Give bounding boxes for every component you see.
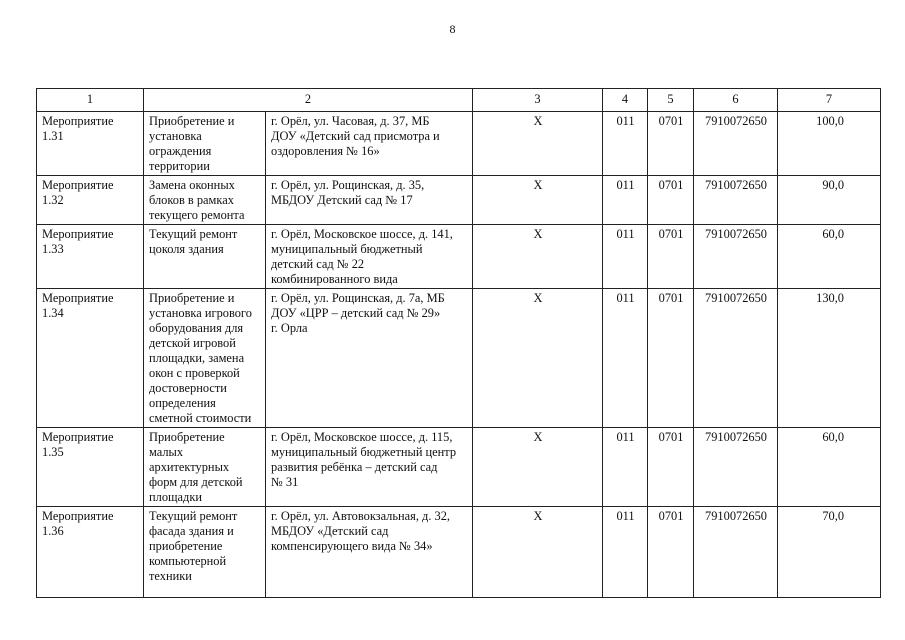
cell-col6: 7910072650 [694,225,778,289]
cell-address: г. Орёл, ул. Рощинская, д. 7а, МБ ДОУ «ЦРР – детский сад № 29» г. Орла [266,289,473,428]
cell-col3: X [473,112,603,176]
cell-name: Приобретение малых архитектурных форм для детской площадки [144,428,266,507]
cell-name: Замена оконных блоков в рамках текущего ремонта [144,176,266,225]
table-row [37,428,881,507]
header-col-2: 2 [144,89,473,112]
cell-col7: 60,0 [778,225,881,289]
cell-col4: 011 [603,289,648,428]
cell-col7: 100,0 [778,112,881,176]
cell-col7: 70,0 [778,507,881,598]
cell-col5: 0701 [648,289,694,428]
cell-col4: 011 [603,112,648,176]
cell-col6: 7910072650 [694,112,778,176]
table-row [37,289,881,428]
cell-event: Мероприятие 1.33 [37,225,144,289]
cell-col3: X [473,176,603,225]
table-row [37,176,881,225]
cell-col7: 60,0 [778,428,881,507]
cell-col3: X [473,507,603,598]
cell-col3: X [473,289,603,428]
table-row [37,507,881,598]
cell-col4: 011 [603,176,648,225]
cell-col7: 130,0 [778,289,881,428]
header-col-6: 6 [694,89,778,112]
cell-address: г. Орёл, ул. Рощинская, д. 35, МБДОУ Детский сад № 17 [266,176,473,225]
table-header-row [37,89,881,112]
cell-event: Мероприятие 1.36 [37,507,144,598]
header-col-7: 7 [778,89,881,112]
cell-event: Мероприятие 1.35 [37,428,144,507]
cell-name: Текущий ремонт цоколя здания [144,225,266,289]
cell-event: Мероприятие 1.34 [37,289,144,428]
cell-col4: 011 [603,428,648,507]
cell-col6: 7910072650 [694,289,778,428]
table-row [37,112,881,176]
cell-name: Приобретение и установка игрового оборудования для детской игровой площадки, замена окон с проверкой достоверности определения сметной стоимости [144,289,266,428]
cell-col3: X [473,428,603,507]
cell-name: Приобретение и установка ограждения территории [144,112,266,176]
cell-col5: 0701 [648,176,694,225]
cell-col6: 7910072650 [694,428,778,507]
cell-address: г. Орёл, Московское шоссе, д. 115, муниципальный бюджетный центр развития ребёнка – детский сад № 31 [266,428,473,507]
budget-table [36,88,881,598]
header-col-4: 4 [603,89,648,112]
cell-event: Мероприятие 1.31 [37,112,144,176]
cell-address: г. Орёл, ул. Автовокзальная, д. 32, МБДОУ «Детский сад компенсирующего вида № 34» [266,507,473,598]
cell-col3: X [473,225,603,289]
cell-col5: 0701 [648,225,694,289]
cell-col5: 0701 [648,428,694,507]
cell-name: Текущий ремонт фасада здания и приобретение компьютерной техники [144,507,266,598]
cell-event: Мероприятие 1.32 [37,176,144,225]
cell-col6: 7910072650 [694,176,778,225]
cell-col4: 011 [603,225,648,289]
cell-address: г. Орёл, ул. Часовая, д. 37, МБ ДОУ «Детский сад присмотра и оздоровления № 16» [266,112,473,176]
cell-col5: 0701 [648,507,694,598]
cell-col6: 7910072650 [694,507,778,598]
page-number: 8 [449,22,456,36]
header-col-1: 1 [37,89,144,112]
header-col-5: 5 [648,89,694,112]
cell-address: г. Орёл, Московское шоссе, д. 141, муниципальный бюджетный детский сад № 22 комбинированного вида [266,225,473,289]
cell-col4: 011 [603,507,648,598]
header-col-3: 3 [473,89,603,112]
table-row [37,225,881,289]
cell-col5: 0701 [648,112,694,176]
cell-col7: 90,0 [778,176,881,225]
